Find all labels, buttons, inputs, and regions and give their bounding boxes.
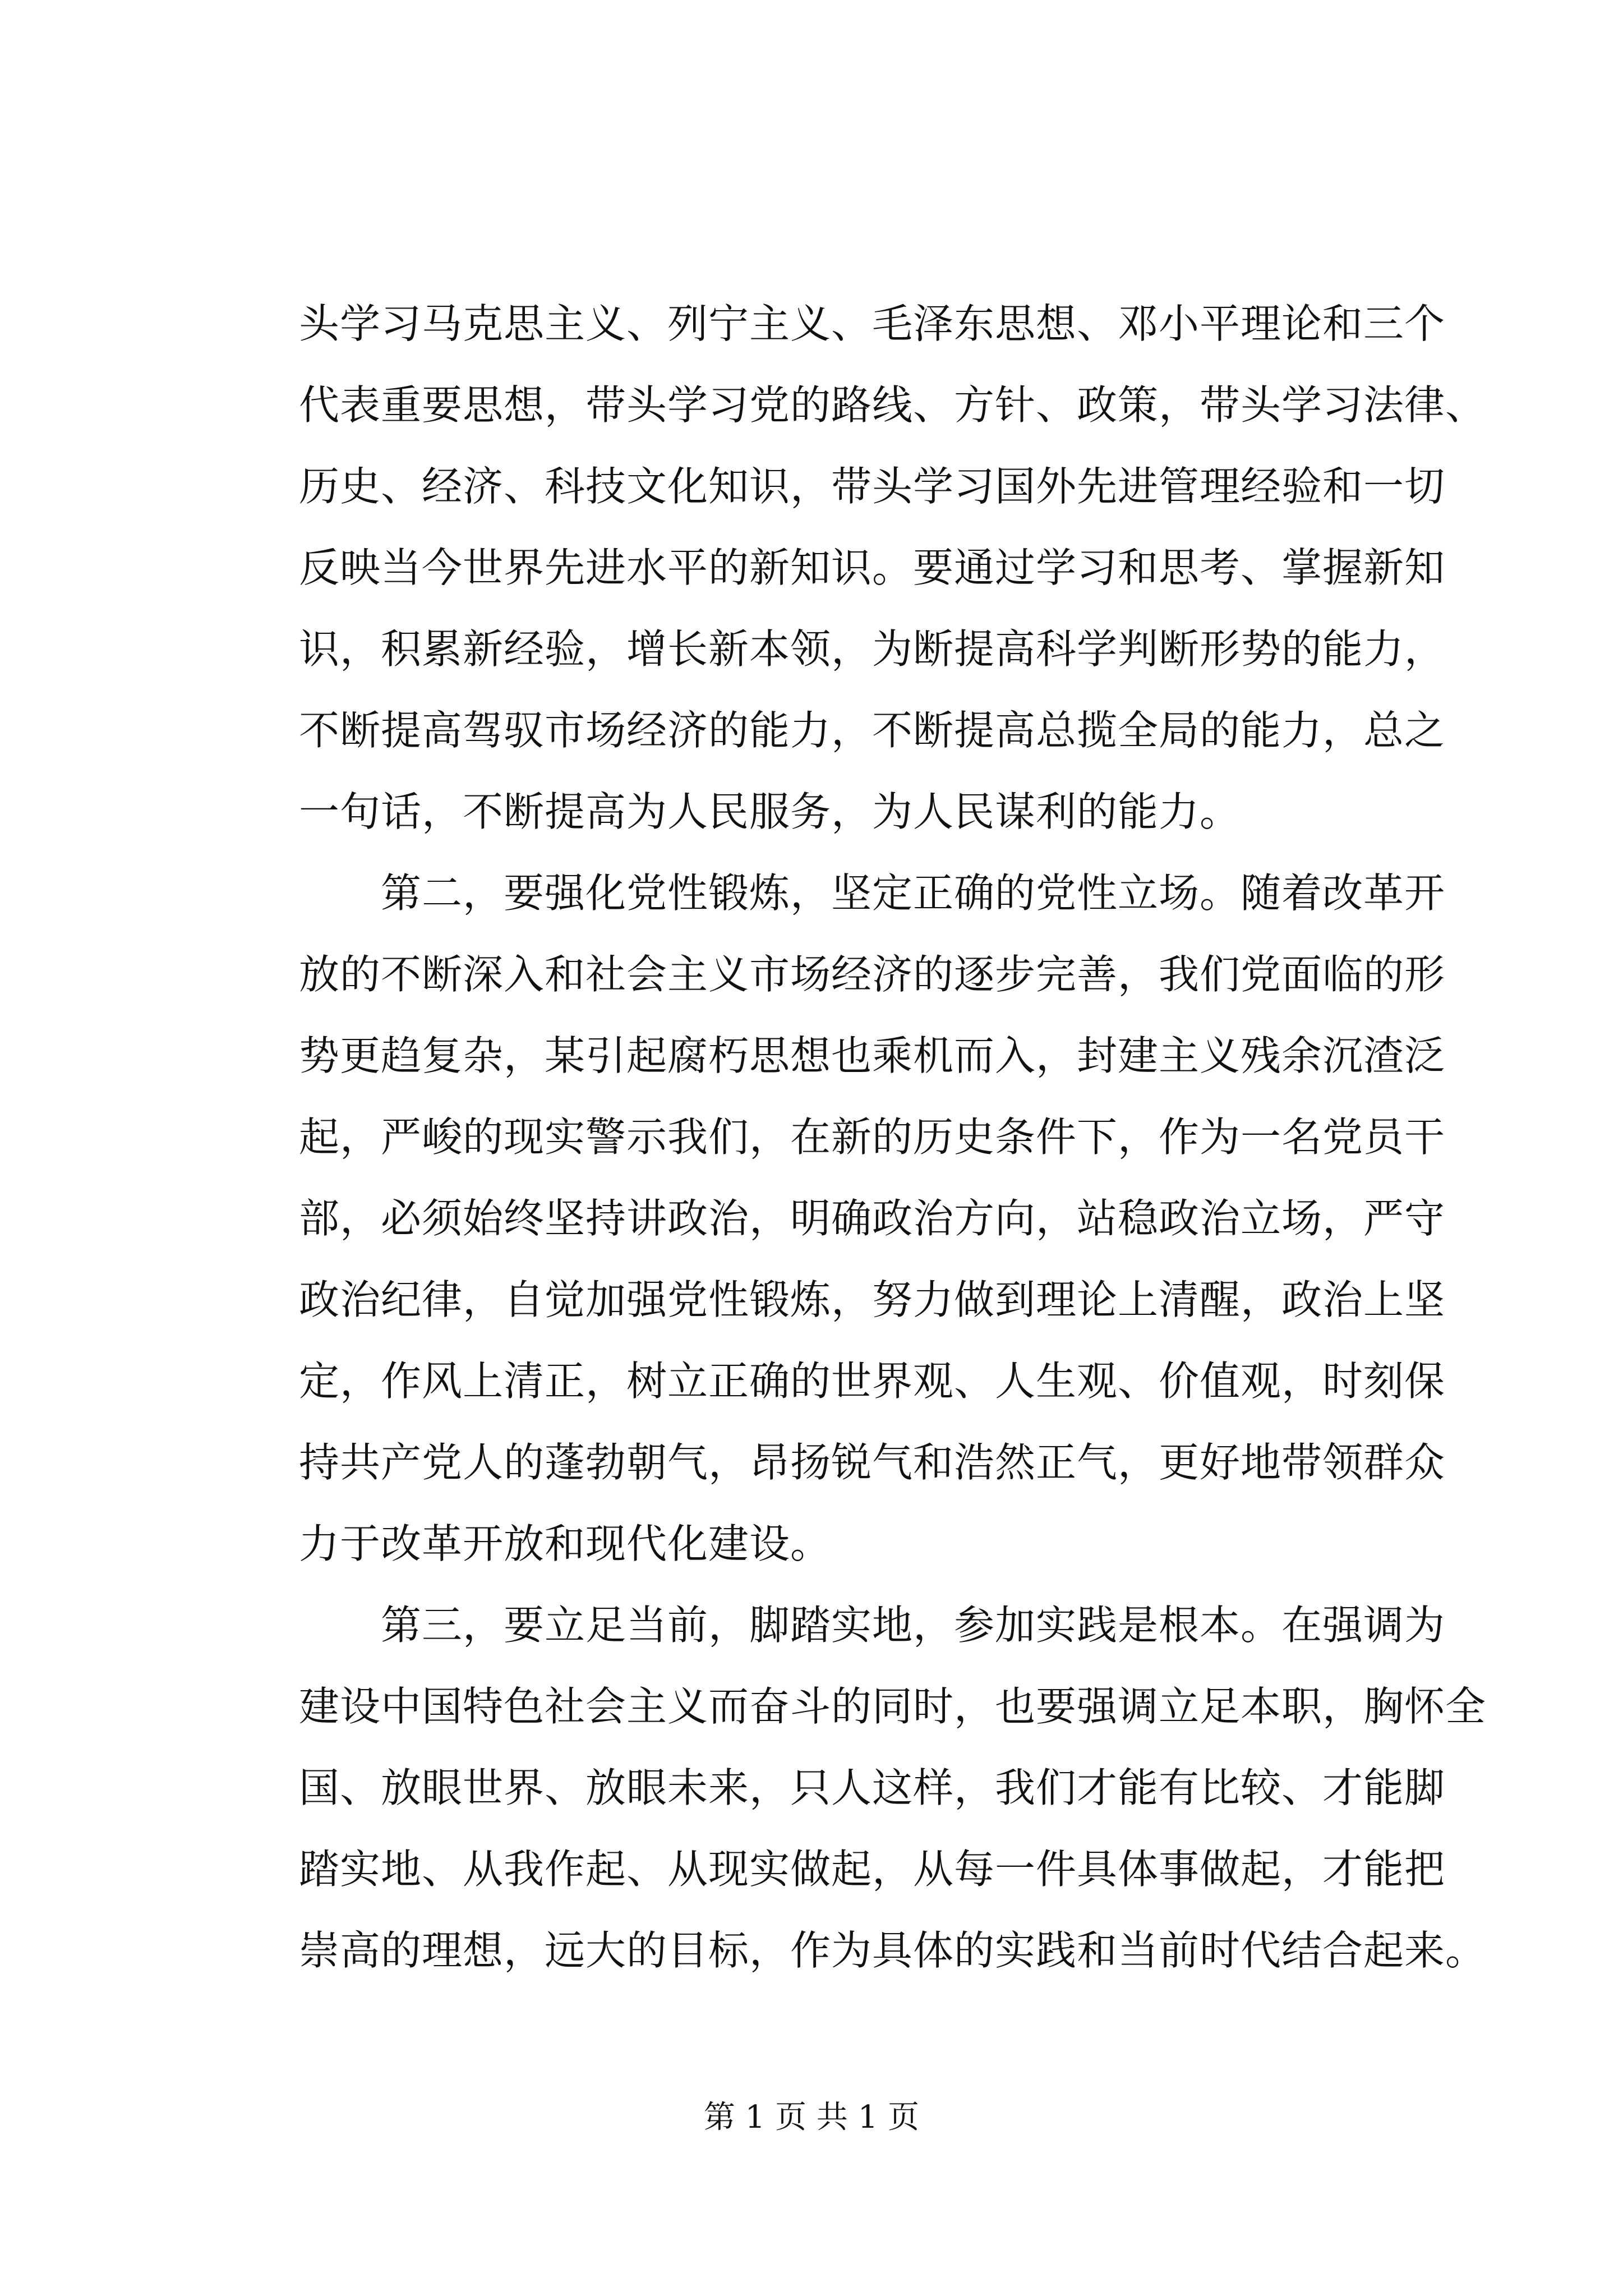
paragraph-2-start: 第二，要强化党性锻炼，坚定正确的党性立场。随着改革开 (299, 869, 1446, 917)
text-line: 一句话，不断提高为人民服务，为人民谋利的能力。 (299, 788, 1241, 835)
page-footer (0, 2098, 1623, 2137)
text-line: 势更趋复杂，某引起腐朽思想也乘机而入，封建主义残余沉渣泛 (299, 1032, 1446, 1079)
text-line: 起，严峻的现实警示我们，在新的历史条件下，作为一名党员干 (299, 1114, 1446, 1161)
text-line: 定，作风上清正，树立正确的世界观、人生观、价值观，时刻保 (299, 1358, 1446, 1405)
text-line: 力于改革开放和现代化建设。 (299, 1520, 832, 1567)
text-line: 头学习马克思主义、列宁主义、毛泽东思想、邓小平理论和三个 (299, 300, 1446, 347)
page-number-label: 第 1 页 共 1 页 (703, 2099, 920, 2136)
text-line: 识，积累新经验，增长新本领，为断提高科学判断形势的能力， (299, 625, 1446, 673)
text-line: 历史、经济、科技文化知识，带头学习国外先进管理经验和一切 (299, 463, 1446, 510)
text-line: 放的不断深入和社会主义市场经济的逐步完善，我们党面临的形 (299, 951, 1446, 998)
text-line: 国、放眼世界、放眼未来，只人这样，我们才能有比较、才能脚 (299, 1764, 1446, 1811)
text-line: 持共产党人的蓬勃朝气，昂扬锐气和浩然正气，更好地带领群众 (299, 1439, 1446, 1486)
text-line: 部，必须始终坚持讲政治，明确政治方向，站稳政治立场，严守 (299, 1195, 1446, 1242)
paragraph-3-start: 第三，要立足当前，脚踏实地，参加实践是根本。在强调为 (299, 1602, 1446, 1649)
text-line: 崇高的理想，远大的目标，作为具体的实践和当前时代结合起来。 (299, 1927, 1487, 1974)
text-line: 代表重要思想，带头学习党的路线、方针、政策，带头学习法律、 (299, 381, 1487, 429)
body-text (299, 283, 1487, 1991)
text-line: 政治纪律，自觉加强党性锻炼，努力做到理论上清醒，政治上坚 (299, 1276, 1446, 1323)
text-line: 反映当今世界先进水平的新知识。要通过学习和思考、掌握新知 (299, 544, 1446, 591)
text-line: 不断提高驾驭市场经济的能力，不断提高总揽全局的能力，总之 (299, 707, 1446, 754)
text-line: 建设中国特色社会主义而奋斗的同时，也要强调立足本职，胸怀全 (299, 1683, 1487, 1730)
text-line: 踏实地、从我作起、从现实做起，从每一件具体事做起，才能把 (299, 1846, 1446, 1893)
